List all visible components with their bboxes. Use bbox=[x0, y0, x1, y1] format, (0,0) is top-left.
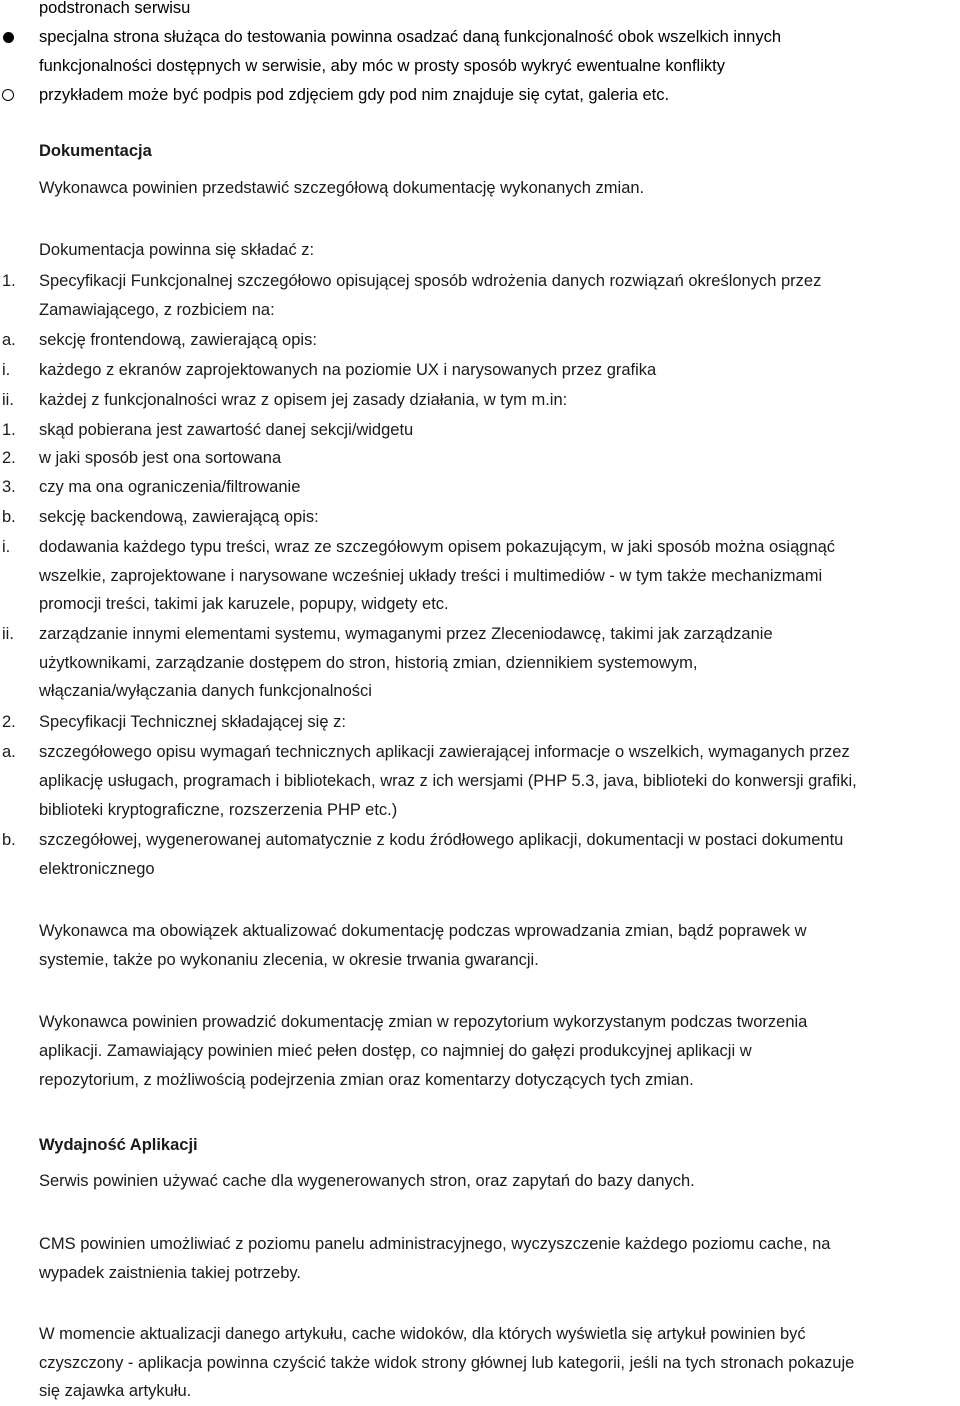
list-marker: 1. bbox=[2, 272, 16, 290]
list-marker: b. bbox=[2, 508, 16, 526]
list-marker: a. bbox=[2, 743, 16, 761]
list-marker: 3. bbox=[2, 478, 16, 496]
list-marker: i. bbox=[2, 538, 11, 556]
list-marker: 2. bbox=[2, 449, 16, 467]
list-marker: 1. bbox=[2, 421, 16, 439]
list-marker: 2. bbox=[2, 713, 16, 731]
list-marker: a. bbox=[2, 331, 16, 349]
list-marker: i. bbox=[2, 361, 11, 379]
list-marker: ii. bbox=[2, 625, 14, 643]
list-marker: ii. bbox=[2, 391, 14, 409]
list-marker: b. bbox=[2, 831, 16, 849]
document-page: podstronach serwisu specjalna strona służąca do testowania powinna osadzać daną funkcjonalność obok wszelkich innych funkcjonalności dostępnych w serwisie, aby móc w prosty sposób wykryć ewentualne konflikty przykładem może być podpis pod zdjęciem gdy pod nim znajduje się cytat, galeria etc. Dokumentacja Wykonawca powinien przedstawić szczegółową dokumentację wykonanych zmian. Dokumentacja powinna się składać z: 1. Specyfikacji Funkcjonalnej szczegółowo opisującej sposób wdrożenia danych rozwiązań określonych przez Zamawiającego, z rozbiciem na: a. sekcję frontendową, zawierającą opis: i. każdego z ekranów zaprojektowanych na poziomie UX i narysowanych przez grafika ii. każdej z funkcjonalności wraz z opisem jej zasady działania, w tym m.in: 1. skąd pobierana jest zawartość danej sekcji/widgetu 2. w jaki sposób jest ona sortowana 3. czy ma ona ograniczenia/filtrowanie b. sekcję backendową, zawierającą opis: i. dodawania każdego typu treści, wraz ze szczegółowym opisem pokazującym, w jaki sposób można osiągnąć wszelkie, zaprojektowane i narysowane wcześniej układy treści i multimediów - w tym także mechanizmami promocji treści, takimi jak karuzele, popupy, widgety etc. ii. zarządzanie innymi elementami systemu, wymaganymi przez Zleceniodawcę, takimi jak zarządzanie użytkownikami, zarządzanie dostępem do stron, historią zmian, dziennikiem systemowym, włączania/wyłączania danych funkcjonalności 2. Specyfikacji Technicznej składającej się z: a. szczegółowego opisu wymagań technicznych aplikacji zawierającej informacje o wszelkich, wymaganych przez aplikację usługach, programach i bibliotekach, wraz z ich wersjami (PHP 5.3, java, biblioteki do konwersji grafiki, biblioteki kryptograficzne, rozszerzenia PHP etc.) b. szczegółowej, wygenerowanej automatycznie z kodu źródłowego aplikacji, dokumentacji w postaci dokumentu elektronicznego Wykonawca ma obowiązek aktualizować dokumentację podczas wprowadzania zmian, bądź poprawek w systemie, także po wykonaniu zlecenia, w okresie trwania gwarancji. Wykonawca powinien prowadzić dokumentację zmian w repozytorium wykorzystanym podczas tworzenia aplikacji. Zamawiający powinien mieć pełen dostęp, co najmniej do gałęzi produkcyjnej aplikacji w repozytorium, z możliwością podejrzenia zmian oraz komentarzy dotyczących tych zmian. Wydajność Aplikacji Serwis powinien używać cache dla wygenerowanych stron, oraz zapytań do bazy danych. CMS powinien umożliwiać z poziomu panelu administracyjnego, wyczyszczenie każdego poziomu cache, na wypadek zaistnienia takiej potrzeby. W momencie aktualizacji danego artykułu, cache widoków, dla których wyświetla się artykuł powinien być czyszczony - aplikacja powinna czyścić także widok strony głównej lub kategorii, jeśli na tych stronach pokazuje się zajawka artykułu. bbox=[2, 0, 857, 1400]
filled-circle-icon bbox=[3, 32, 14, 43]
hollow-circle-icon bbox=[2, 89, 14, 101]
